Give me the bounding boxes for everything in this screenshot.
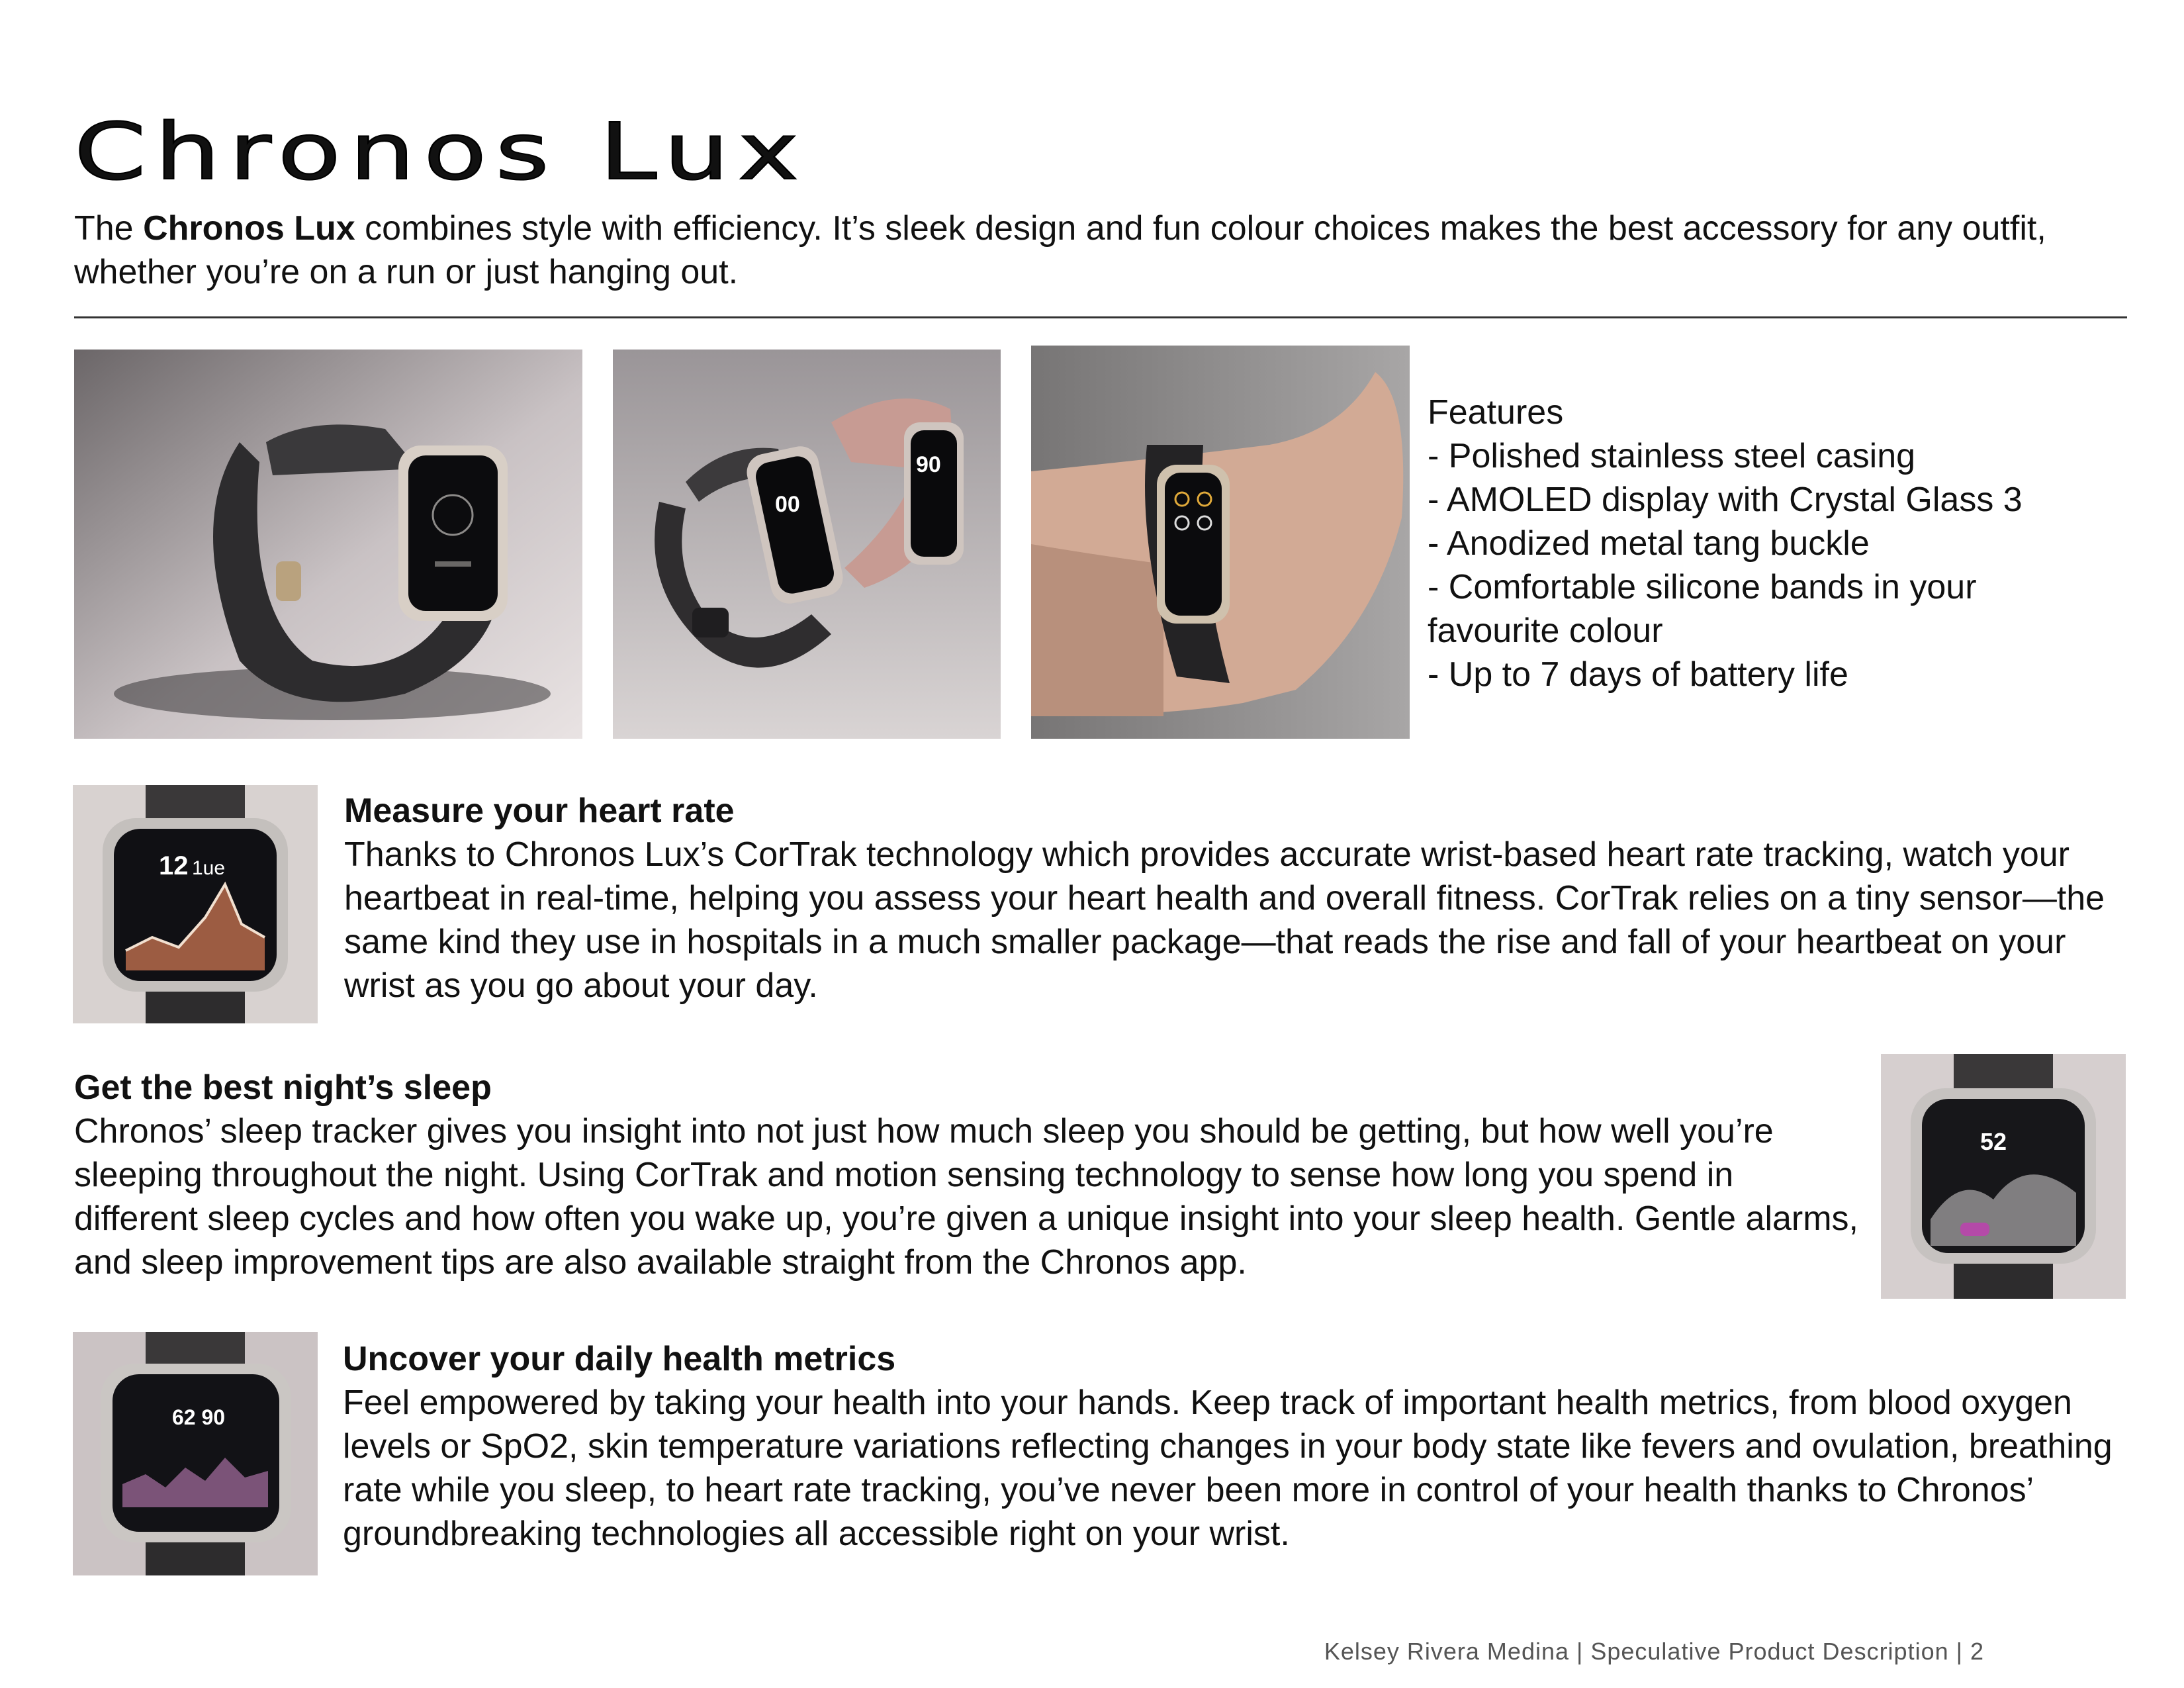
intro-prefix: The: [74, 209, 144, 248]
page-title: Chronos Lux: [74, 106, 808, 197]
intro-paragraph: [74, 207, 2126, 294]
product-photo-watch-pair: [613, 350, 1001, 739]
watch-screen-value: 52: [1980, 1128, 2007, 1155]
watch-screen-sub: 1ue: [192, 857, 226, 879]
features-list: [1428, 391, 2089, 696]
section-health-metrics: [343, 1337, 2143, 1556]
features-heading: Features: [1428, 393, 1564, 432]
intro-brand: Chronos Lux: [143, 209, 355, 248]
watch-screen-text: 90: [916, 452, 941, 477]
section-heading: Measure your heart rate: [344, 792, 735, 830]
feature-item: - Polished stainless steel casing: [1428, 437, 1916, 475]
watch-screen-text: 00: [775, 492, 800, 517]
feature-item: - AMOLED display with Crystal Glass 3: [1428, 481, 2023, 519]
feature-item: - Up to 7 days of battery life: [1428, 655, 1848, 694]
product-photo-watch-single: [74, 350, 582, 739]
product-photo-watch-on-wrist: [1031, 346, 1410, 739]
section-heart-rate: [344, 789, 2144, 1008]
section-body: Feel empowered by taking your health into your hands. Keep track of important health metrics, from blood oxygen levels or SpO2, skin temperature variations reflecting changes in your body state like fevers and ovulation, breathing rate while you sleep, to heart rate tracking, you’ve never been more in control of your health thanks to Chronos’ groundbreaking technologies all accessible right on your wrist.: [343, 1383, 2113, 1553]
section-body: Thanks to Chronos Lux’s CorTrak technology which provides accurate wrist-based heart rate tracking, watch your heartbeat in real-time, helping you assess your heart health and overall fitness. CorTrak relies on a tiny sensor—the same kind they use in hospitals in a much smaller package—that reads the rise and fall of your heartbeat on your wrist as you go about your day.: [344, 835, 2105, 1005]
watch-photo-health-metrics: [73, 1332, 318, 1575]
divider: [74, 316, 2127, 318]
intro-text: combines style with efficiency. It’s sleek design and fun colour choices makes the best accessory for any outfit, whether you’re on a run or just hanging out.: [74, 209, 2046, 291]
feature-item: - Anodized metal tang buckle: [1428, 524, 1870, 563]
section-heading: Uncover your daily health metrics: [343, 1340, 896, 1378]
section-body: Chronos’ sleep tracker gives you insight into not just how much sleep you should be getting, but how well you’re sleeping throughout the night. Using CorTrak and motion sensing technology to sense how long you spend in different sleep cycles and how often you wake up, you’re given a unique insight into your sleep health. Gentle alarms, and sleep improvement tips are also available straight from the Chronos app.: [74, 1112, 1859, 1282]
section-sleep: [74, 1066, 1861, 1284]
feature-item: - Comfortable silicone bands in your favourite colour: [1428, 568, 1977, 650]
section-heading: Get the best night’s sleep: [74, 1068, 492, 1107]
watch-screen-time: 12: [159, 851, 189, 880]
page-footer: Kelsey Rivera Medina | Speculative Product Description | 2: [1324, 1638, 1984, 1665]
watch-screen-value: 62 90: [172, 1405, 226, 1429]
watch-photo-sleep: [1881, 1054, 2126, 1299]
watch-photo-heart-rate: [73, 785, 318, 1023]
